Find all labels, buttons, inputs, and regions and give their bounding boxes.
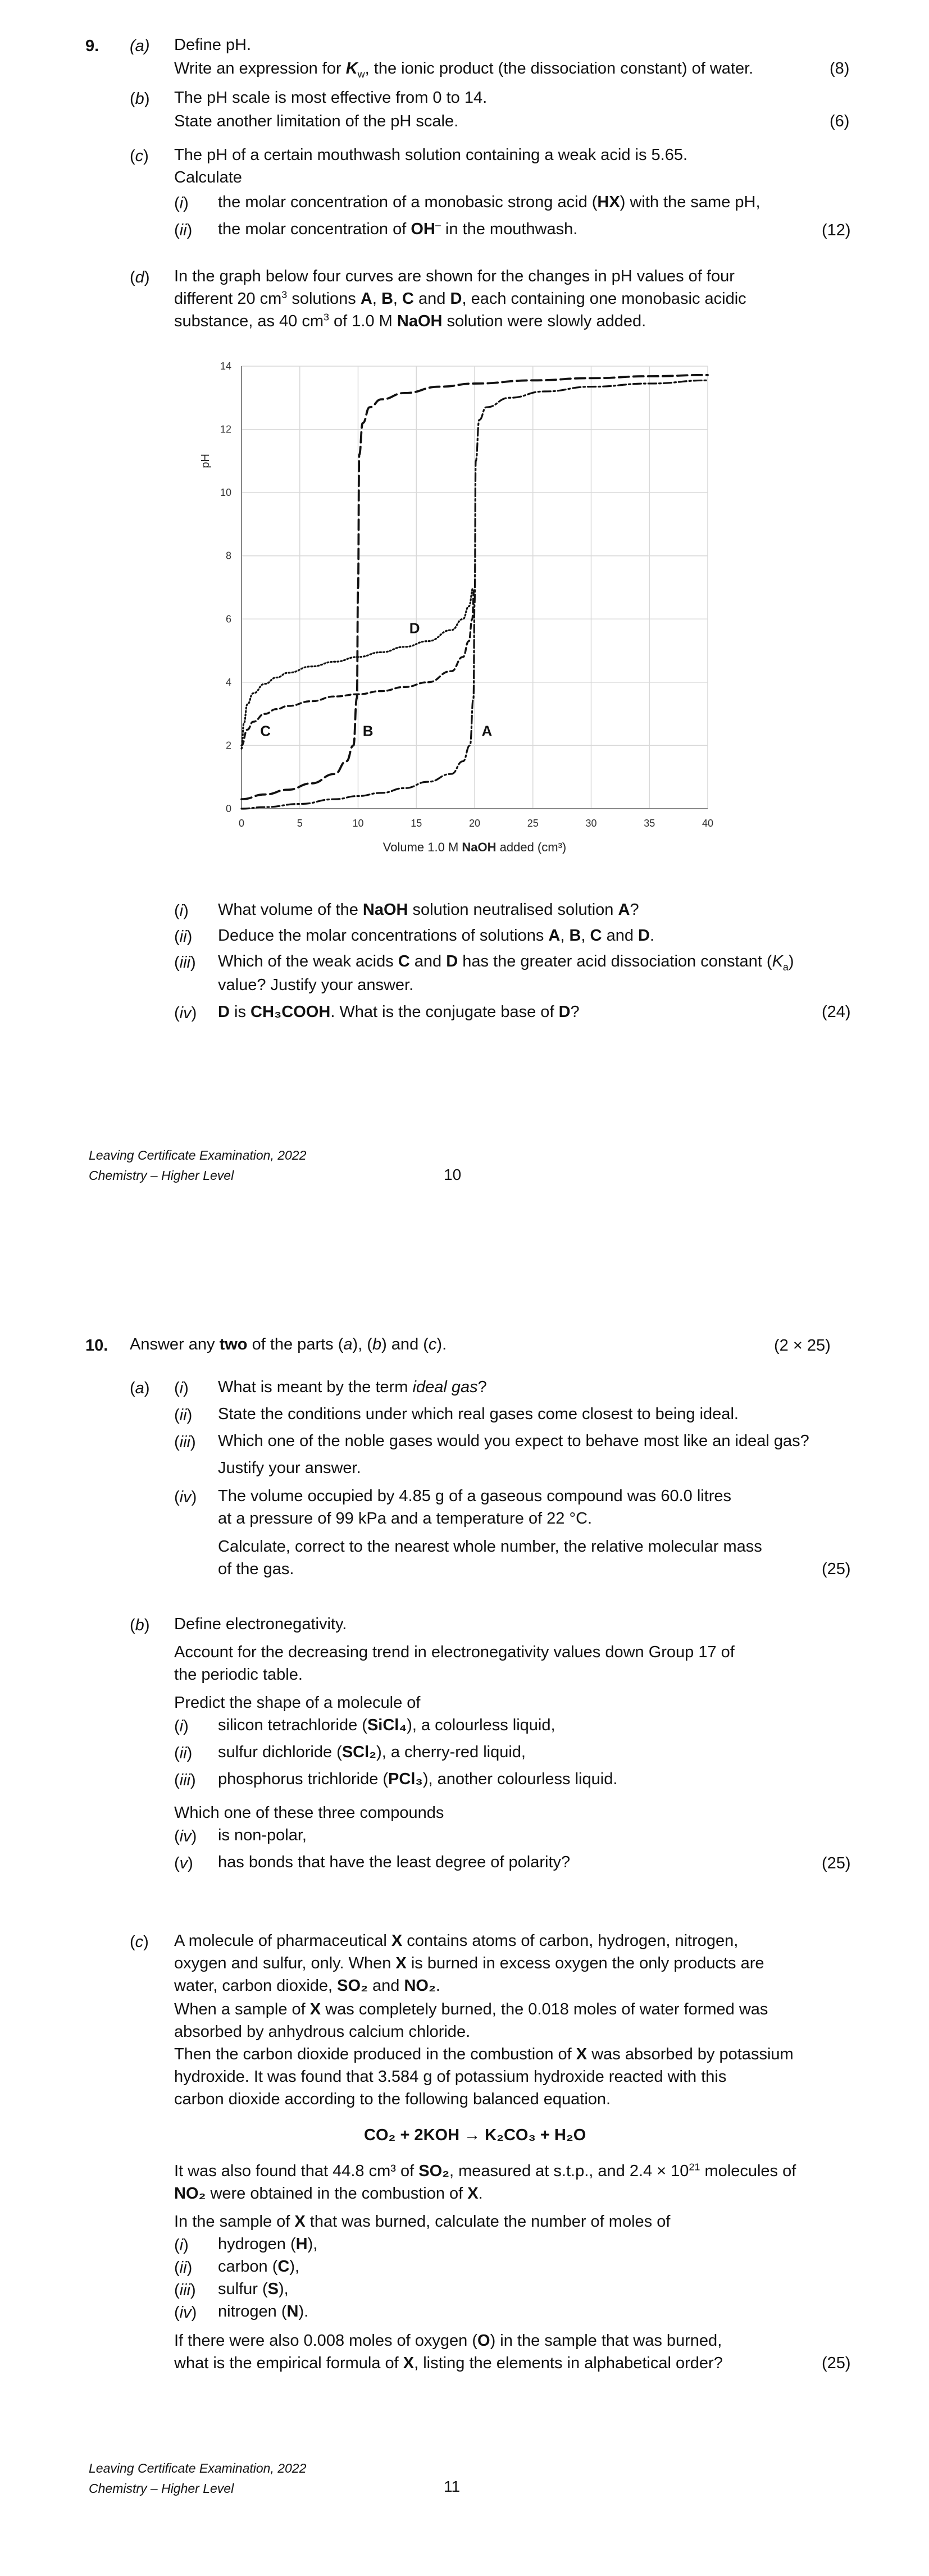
y-tick-label: 10 — [220, 487, 231, 499]
subpart-label: (ii) — [174, 928, 193, 946]
q9b-line1: The pH scale is most effective from 0 to 14. — [174, 89, 488, 107]
page-number: 10 — [444, 1166, 462, 1183]
q10c-p2-l1: When a sample of X was completely burned, the 0.018 moles of water formed was — [174, 2000, 768, 2018]
q9d-i: What volume of the NaOH solution neutralised solution A? — [218, 901, 639, 919]
q10c-p2-l2: absorbed by anhydrous calcium chloride. — [174, 2023, 471, 2041]
subpart-label: (iii) — [174, 1433, 196, 1451]
x-tick-label: 30 — [585, 818, 597, 829]
q10b-v: has bonds that have the least degree of polarity? — [218, 1853, 571, 1871]
footer-subject: Chemistry – Higher Level — [89, 2481, 234, 2496]
curve-label-B: B — [362, 722, 374, 740]
chart-axes — [199, 361, 713, 854]
part-label: (a) — [130, 1379, 150, 1397]
subpart-label: (i) — [174, 902, 189, 920]
q10c-p4-l1: It was also found that 44.8 cm³ of SO₂, measured at s.t.p., and $2.4 \times 10^{21}$ molecules of — [174, 2161, 796, 2180]
marks: (12) — [822, 221, 851, 239]
part-label: (b) — [130, 90, 150, 108]
q9c-line2: Calculate — [174, 168, 242, 186]
x-axis-title: Volume 1.0 M NaOH added (cm³) — [382, 840, 567, 854]
q10b-i: silicon tetrachloride (SiCl₄), a colourless liquid, — [218, 1716, 555, 1734]
q10c-p5: In the sample of X that was burned, calculate the number of moles of — [174, 2213, 671, 2231]
q10a-iv-line2: at a pressure of 99 kPa and a temperature of 22 °C. — [218, 1510, 593, 1528]
q9a-line1: Define pH. — [174, 36, 252, 54]
q10b-line4: Predict the shape of a molecule of — [174, 1694, 421, 1712]
q9b-line2: State another limitation of the pH scale. — [174, 112, 459, 130]
subpart-label: (iii) — [174, 954, 196, 972]
q10c-iii: sulfur (S), — [218, 2280, 289, 2298]
q10a-iv-line3: Calculate, correct to the nearest whole number, the relative molecular mass — [218, 1538, 762, 1556]
subpart-label: (iv) — [174, 1827, 197, 1845]
q9d-line3: substance, as 40 $cm^3$ of 1.0 M NaOH solution were slowly added. — [174, 311, 646, 330]
subpart-label: (i) — [174, 194, 189, 212]
x-tick-label: 0 — [238, 818, 245, 829]
q10a-iv-line4: of the gas. — [218, 1560, 294, 1578]
footer-subject: Chemistry – Higher Level — [89, 1168, 234, 1183]
q10c-p1-l1: A molecule of pharmaceutical X contains atoms of carbon, hydrogen, nitrogen, — [174, 1932, 739, 1950]
q10c-ii: carbon (C), — [218, 2258, 300, 2276]
y-axis-title: pH — [199, 454, 212, 468]
q10b-line5: Which one of these three compounds — [174, 1804, 444, 1822]
x-tick-label: 10 — [352, 818, 364, 829]
q10c-i: hydrogen (H), — [218, 2235, 318, 2253]
q10c-p3-l1: Then the carbon dioxide produced in the combustion of X was absorbed by potassium — [174, 2045, 794, 2063]
q9c-i: the molar concentration of a monobasic strong acid (HX) with the same pH, — [218, 193, 760, 211]
q10b-line2: Account for the decreasing trend in electronegativity values down Group 17 of — [174, 1643, 735, 1661]
q10b-iv: is non-polar, — [218, 1826, 307, 1844]
q9d-ii: Deduce the molar concentrations of solutions A, B, C and D. — [218, 927, 655, 945]
question-number: 9. — [85, 37, 99, 55]
subpart-label: (iii) — [174, 2281, 196, 2299]
part-label: (c) — [130, 147, 149, 165]
y-tick-label: 12 — [220, 423, 231, 435]
q10a-i: What is meant by the term ideal gas? — [218, 1378, 487, 1396]
q9c-line1: The pH of a certain mouthwash solution containing a weak acid is 5.65. — [174, 146, 688, 164]
page-number: 11 — [444, 2478, 461, 2495]
marks: (8) — [830, 60, 850, 77]
y-tick-label: 14 — [220, 361, 231, 372]
q10b-iii: phosphorus trichloride (PCl₃), another colourless liquid. — [218, 1770, 618, 1788]
x-tick-label: 15 — [411, 818, 422, 829]
y-tick-label: 2 — [225, 740, 231, 751]
q9d-iii-line2: value? Justify your answer. — [218, 976, 414, 994]
q10c-p1-l2: oxygen and sulfur, only. When X is burned in excess oxygen the only products are — [174, 1954, 764, 1972]
q10c-p3-l3: carbon dioxide according to the following balanced equation. — [174, 2090, 611, 2108]
q9c-ii: the molar concentration of OH– in the mouthwash. — [218, 219, 578, 238]
x-tick-label: 20 — [468, 818, 481, 829]
q10c-p3-l2: hydroxide. It was found that 3.584 g of potassium hydroxide reacted with this — [174, 2068, 727, 2086]
subpart-label: (iv) — [174, 1004, 197, 1022]
y-tick-label: 8 — [225, 550, 231, 562]
y-tick-label: 6 — [225, 613, 231, 625]
part-label: (a) — [130, 37, 150, 55]
subpart-label: (iii) — [174, 1771, 196, 1789]
marks: (2 × 25) — [774, 1337, 831, 1355]
x-tick-label: 35 — [644, 818, 655, 829]
subpart-label: (ii) — [174, 221, 193, 239]
curve-label-D: D — [409, 619, 420, 637]
q10a-iii: Which one of the noble gases would you expect to behave most like an ideal gas? — [218, 1432, 809, 1450]
balanced-equation: CO₂ + 2KOH → K₂CO₃ + H₂O — [364, 2126, 586, 2144]
q9d-line1: In the graph below four curves are shown for the changes in pH values of four — [174, 267, 735, 285]
part-label: (d) — [130, 268, 150, 286]
marks: (24) — [822, 1003, 851, 1021]
curve-label-A: A — [481, 722, 493, 740]
subpart-label: (ii) — [174, 1744, 193, 1762]
q10c-p6-l2: what is the empirical formula of X, listing the elements in alphabetical order? — [174, 2354, 723, 2372]
q9d-iii: Which of the weak acids C and D has the greater acid dissociation constant $(K_a)$ — [218, 952, 794, 973]
subpart-label: (i) — [174, 2236, 189, 2254]
q10a-iv-line1: The volume occupied by 4.85 g of a gaseous compound was 60.0 litres — [218, 1487, 732, 1505]
x-tick-label: 40 — [702, 818, 714, 829]
subpart-label: (iv) — [174, 1488, 197, 1506]
subpart-label: (v) — [174, 1854, 193, 1872]
q10c-p6-l1: If there were also 0.008 moles of oxygen (O) in the sample that was burned, — [174, 2332, 722, 2350]
footer-exam: Leaving Certificate Examination, 2022 — [89, 1148, 307, 1162]
q10a-ii: State the conditions under which real gases come closest to being ideal. — [218, 1405, 739, 1423]
chart-labels — [260, 620, 492, 740]
part-label: (b) — [130, 1616, 150, 1634]
marks: (25) — [822, 1854, 851, 1872]
x-tick-label: 5 — [297, 818, 303, 829]
marks: (25) — [822, 1560, 851, 1578]
q10c-iv: nitrogen (N). — [218, 2303, 309, 2320]
q10a-iii-line2: Justify your answer. — [218, 1459, 361, 1477]
curve-label-C: C — [260, 722, 271, 740]
q9a-line2: Write an expression for $K_w$, the ionic product (the dissociation constant) of water. — [174, 60, 754, 80]
q10c-p4-l2: NO₂ were obtained in the combustion of X. — [174, 2185, 483, 2203]
q9d-iv: D is CH₃COOH. What is the conjugate base of D? — [218, 1003, 580, 1021]
q10b-line3: the periodic table. — [174, 1666, 303, 1684]
y-tick-label: 4 — [225, 676, 231, 688]
q10b-line1: Define electronegativity. — [174, 1615, 347, 1633]
titration-chart — [185, 354, 725, 870]
q9d-line2: different 20 $cm^3$ solutions A, B, C and D, each containing one monobasic acidic — [174, 289, 746, 308]
q10c-p1-l3: water, carbon dioxide, SO₂ and NO₂. — [174, 1977, 440, 1995]
question-number: 10. — [85, 1337, 108, 1355]
subpart-label: (ii) — [174, 1406, 193, 1424]
subpart-label: (iv) — [174, 2304, 197, 2322]
footer-exam: Leaving Certificate Examination, 2022 — [89, 2461, 307, 2475]
q10b-ii: sulfur dichloride (SCl₂), a cherry-red liquid, — [218, 1743, 526, 1761]
x-tick-label: 25 — [527, 818, 539, 829]
marks: (6) — [830, 112, 850, 130]
y-tick-label: 0 — [225, 803, 231, 814]
subpart-label: (ii) — [174, 2259, 193, 2277]
part-label: (c) — [130, 1933, 149, 1951]
marks: (25) — [822, 2354, 851, 2372]
subpart-label: (i) — [174, 1379, 189, 1397]
subpart-label: (i) — [174, 1717, 189, 1735]
q10-intro: Answer any two of the parts (a), (b) and (c). — [130, 1335, 447, 1353]
